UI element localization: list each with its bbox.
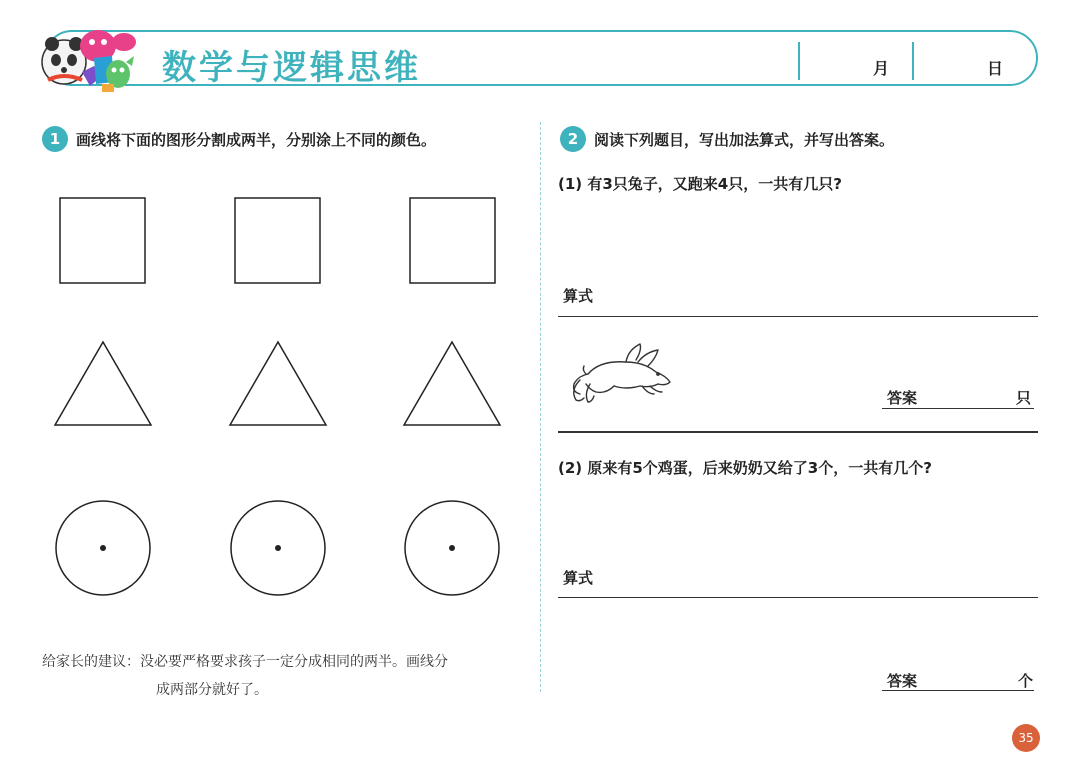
day-label: 日	[987, 59, 1004, 78]
shapes-grid	[0, 0, 540, 640]
triangle-shape-3[interactable]	[404, 342, 500, 425]
rabbit-icon	[566, 340, 676, 406]
formula-label: 算式	[563, 569, 594, 587]
page-number-badge: 35	[1012, 724, 1040, 752]
month-label: 月	[873, 59, 890, 78]
section-separator	[558, 431, 1038, 433]
header-separator	[912, 42, 914, 80]
square-shape-3[interactable]	[410, 198, 495, 283]
question-1-text: 画线将下面的图形分割成两半，分别涂上不同的颜色。	[76, 131, 437, 149]
answer-label: 答案	[887, 672, 918, 690]
square-shape-2[interactable]	[235, 198, 320, 283]
parent-tip-line-1: 给家长的建议：没必要严格要求孩子一定分成相同的两半。画线分	[42, 654, 448, 670]
question-number-badge: 2	[560, 126, 586, 152]
question-2-text: 阅读下列题目，写出加法算式，并写出答案。	[594, 131, 895, 149]
answer-line-2[interactable]	[882, 690, 1034, 691]
square-shape-1[interactable]	[60, 198, 145, 283]
formula-label: 算式	[563, 287, 594, 305]
answer-unit: 个	[1018, 672, 1034, 690]
page-title: 数学与逻辑思维	[162, 48, 421, 88]
column-divider	[540, 122, 541, 692]
circle-center-dot	[449, 545, 455, 551]
parent-tip	[42, 648, 448, 704]
sub-question-1-text: (1) 有3只兔子，又跑来4只，一共有几只?	[558, 175, 842, 193]
sub-question-2-text: (2) 原来有5个鸡蛋，后来奶奶又给了3个，一共有几个?	[558, 459, 932, 477]
question-number-badge: 1	[42, 126, 68, 152]
circle-center-dot	[100, 545, 106, 551]
header-separator	[798, 42, 800, 80]
formula-line-1[interactable]	[558, 316, 1038, 317]
triangle-shape-2[interactable]	[230, 342, 326, 425]
answer-label: 答案	[887, 389, 918, 407]
answer-unit: 只	[1016, 389, 1032, 407]
answer-line-1[interactable]	[882, 408, 1034, 409]
triangle-shape-1[interactable]	[55, 342, 151, 425]
formula-line-2[interactable]	[558, 597, 1038, 598]
parent-tip-line-2: 成两部分就好了。	[156, 682, 268, 698]
circle-center-dot	[275, 545, 281, 551]
